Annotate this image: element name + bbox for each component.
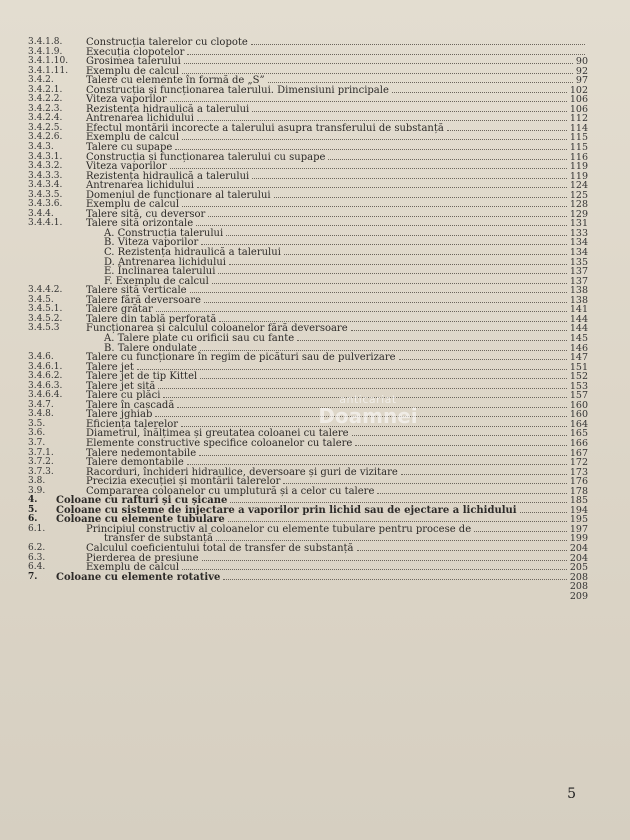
toc-trailing-page <box>28 582 588 592</box>
dot-leader <box>182 73 573 74</box>
toc-entry-title: Exemplu de calcul <box>86 199 180 211</box>
toc-entry-title: B. Talere ondulate <box>104 342 197 354</box>
toc-entry-number: 3.4.3.2. <box>28 161 63 172</box>
toc-entry-page: 209 <box>569 590 588 602</box>
dot-leader <box>182 139 567 140</box>
dot-leader <box>351 330 567 331</box>
toc-entry-title: Exemplu de calcul <box>86 562 180 574</box>
toc-entry-title: B. Viteza vaporilor <box>104 237 199 249</box>
toc-entry-number: 3.4.4.2. <box>28 285 63 296</box>
toc-entry-number: 3.8. <box>28 476 46 487</box>
toc-entry-number: 3.4.3.5. <box>28 189 63 200</box>
toc-entry-page: 151 <box>569 361 588 373</box>
dot-leader <box>216 540 567 541</box>
toc-entry-page: 205 <box>569 562 588 574</box>
toc-entry-title: Talere sită verticale <box>86 285 187 297</box>
toc-entry-number: 3.4.6.4. <box>28 390 63 401</box>
dot-leader <box>137 369 567 370</box>
dot-leader <box>182 206 567 207</box>
dot-leader <box>401 474 567 475</box>
toc-entry-page: 137 <box>569 266 588 278</box>
dot-leader <box>212 283 567 284</box>
toc-entry-page: 114 <box>569 122 588 134</box>
toc-entry-number: 6.2. <box>28 542 46 553</box>
toc-entry-title: Construcția și funcționarea talerului. Dimensiuni principale <box>86 84 389 96</box>
toc-entry-page: 160 <box>569 399 588 411</box>
dot-leader <box>201 244 567 245</box>
toc-entry-page: 195 <box>569 514 588 526</box>
toc-entry-page: 146 <box>569 342 588 354</box>
toc-entry-page: 106 <box>569 94 588 106</box>
toc-entry-number: 3.4.2.4. <box>28 113 63 124</box>
dot-leader <box>251 44 585 45</box>
toc-entry-number: 6.4. <box>28 562 46 573</box>
toc-entry-title: E. Înclinarea talerului <box>104 266 216 278</box>
toc-entry-page: 173 <box>569 466 588 478</box>
toc-entry-page: 167 <box>569 447 588 459</box>
dot-leader <box>226 235 567 236</box>
toc-entry-number: 3.4.5.1. <box>28 304 63 315</box>
dot-leader <box>352 435 567 436</box>
toc-entry-page: 106 <box>569 103 588 115</box>
toc-entry-page: 185 <box>569 495 588 507</box>
toc-entry-title: Compararea coloanelor cu umplutură și a celor cu talere <box>86 485 375 497</box>
toc-entry-title: Rezistența hidraulică a talerului <box>86 103 250 115</box>
toc-entry-title: Talere grătar <box>86 304 153 316</box>
toc-entry-title: Viteza vaporilor <box>86 161 167 173</box>
toc-entry-number: 3.4.6.3. <box>28 380 63 391</box>
toc-entry-title: Eficiența talerelor <box>86 418 179 430</box>
toc-entry-title: Diametrul, înălțimea și greutatea coloanei cu talere <box>86 428 349 440</box>
toc-entry-page: 90 <box>575 56 588 68</box>
toc-entry-title: Coloane cu rafturi și cu șicane <box>56 495 228 507</box>
toc-entry-page: 157 <box>569 390 588 402</box>
dot-leader <box>474 531 567 532</box>
toc-entry-page: 164 <box>569 418 588 430</box>
toc-entry-number: 3.4.1.11. <box>28 65 69 76</box>
toc-entry-number: 3.4.5.3 <box>28 323 60 334</box>
toc-entry-page: 124 <box>569 180 588 192</box>
dot-leader <box>170 101 567 102</box>
toc-entry-title: Domeniul de funcționare al talerului <box>86 189 271 201</box>
toc-entry-page: 160 <box>569 409 588 421</box>
toc-entry-title: Grosimea talerului <box>86 56 181 68</box>
toc-entry-number: 6.1. <box>28 523 46 534</box>
dot-leader <box>184 63 573 64</box>
toc-entry-number: 3.7. <box>28 437 46 448</box>
toc-entry-page: 135 <box>569 256 588 268</box>
dot-leader <box>202 560 567 561</box>
toc-entry-title: Talere jghiab <box>86 409 153 421</box>
dot-leader <box>357 550 567 551</box>
watermark-logo <box>308 393 428 426</box>
toc-entry-number: 3.4.4. <box>28 208 54 219</box>
toc-entry-number: 3.4.2. <box>28 75 54 86</box>
page-number: 5 <box>567 786 576 802</box>
dot-leader <box>392 92 567 93</box>
toc-entry-number: 3.4.2.6. <box>28 132 63 143</box>
dot-leader <box>219 321 567 322</box>
toc-entry-page: 125 <box>569 189 588 201</box>
toc-entry-title: Talere cu plăci <box>86 390 161 402</box>
toc-entry-number: 3.4.2.5. <box>28 122 63 133</box>
toc-entry-title: Coloane cu sisteme de injectare a vaporilor prin lichid sau de ejectare a lichidului <box>56 504 517 516</box>
toc-entry-title: Antrenarea lichidului <box>86 180 194 192</box>
toc-entry-page: 115 <box>569 142 588 154</box>
toc-entry-title: Talere jet de tip Kittel <box>86 371 198 383</box>
toc-entry-number: 3.4.1.9. <box>28 46 63 57</box>
toc-entry-page: 208 <box>569 581 588 593</box>
dot-leader <box>187 54 585 55</box>
dot-leader <box>229 264 567 265</box>
toc-entry-page: 138 <box>569 285 588 297</box>
dot-leader <box>284 254 567 255</box>
toc-entry-number: 3.7.1. <box>28 447 54 458</box>
dot-leader <box>228 521 567 522</box>
toc-entry-page: 152 <box>569 371 588 383</box>
toc-entry-page: 138 <box>569 294 588 306</box>
dot-leader <box>399 359 567 360</box>
toc-entry-number: 3.4.1.8. <box>28 37 63 47</box>
toc-entry-title: Construcția și funcționarea talerului cu supape <box>86 151 326 163</box>
dot-leader <box>197 187 567 188</box>
toc-entry-page: 165 <box>569 428 588 440</box>
toc-entry-number: 3.7.2. <box>28 457 54 468</box>
toc-entry-page: 115 <box>569 132 588 144</box>
toc-entry-number: 6. <box>28 514 38 525</box>
dot-leader <box>199 455 567 456</box>
toc-entry-page: 137 <box>569 275 588 287</box>
toc-entry-page: 119 <box>569 161 588 173</box>
toc-entry-title: Execuția clopotelor <box>86 46 185 58</box>
toc-entry-page: 147 <box>569 352 588 364</box>
toc-entry-number: 3.4.6.2. <box>28 371 63 382</box>
toc-entry-title: Talere fără deversoare <box>86 294 201 306</box>
toc-entry-page: 129 <box>569 208 588 220</box>
toc-entry-number: 3.4.2.3. <box>28 103 63 114</box>
toc-entry-page: 208 <box>569 571 588 583</box>
toc-entry-title: Racorduri, închideri hidraulice, deversoare și guri de vizitare <box>86 466 398 478</box>
toc-entry-number: 4. <box>28 495 38 506</box>
toc-entry-title: Precizia execuției și montării talerelor <box>86 476 281 488</box>
toc-entry-number: 3.4.4.1. <box>28 218 63 229</box>
dot-leader <box>204 302 567 303</box>
toc-entry-page: 134 <box>569 247 588 259</box>
toc-entry-number: 3.4.8. <box>28 409 54 420</box>
toc-entry-page: 145 <box>569 332 588 344</box>
toc-trailing-page <box>28 592 588 602</box>
toc-entry-number: 3.4.6.1. <box>28 361 63 372</box>
dot-leader <box>223 579 567 580</box>
toc-entry-page: 172 <box>569 457 588 469</box>
toc-entry-title: Talere din tablă perforată <box>86 313 217 325</box>
dot-leader <box>355 445 567 446</box>
toc-entry-title: Talere sită, cu deversor <box>86 208 206 220</box>
toc-entry-number: 3.4.1.10. <box>28 56 69 67</box>
toc-entry-title: Exemplu de calcul <box>86 132 180 144</box>
dot-leader <box>200 350 567 351</box>
toc-entry-page: 166 <box>569 437 588 449</box>
dot-leader <box>328 159 567 160</box>
toc-entry-title: Viteza vaporilor <box>86 94 167 106</box>
toc-entry-page: 199 <box>569 533 588 545</box>
dot-leader <box>190 292 567 293</box>
toc-entry-number: 3.4.3.6. <box>28 199 63 210</box>
toc-entry-title: Funcționarea și calculul coloanelor fără deversoare <box>86 323 348 335</box>
toc-entry-page: 133 <box>569 227 588 239</box>
toc-entry-number: 3.4.6. <box>28 352 54 363</box>
toc-entry-number: 3.4.3.4. <box>28 180 63 191</box>
toc-entry-number: 3.4.7. <box>28 399 54 410</box>
dot-leader <box>230 502 567 503</box>
toc-entry-title: Talere în cascadă <box>86 399 175 411</box>
dot-leader <box>268 82 573 83</box>
toc-entry-page: 204 <box>569 542 588 554</box>
toc-entry-title: Rezistența hidraulică a talerului <box>86 170 250 182</box>
toc-entry-page: 119 <box>569 170 588 182</box>
toc-entry-page: 197 <box>569 523 588 535</box>
dot-leader <box>175 149 567 150</box>
toc-entry-title: Calculul coeficientului total de transfer de substanță <box>86 542 354 554</box>
toc-entry-number: 3.4.5. <box>28 294 54 305</box>
dot-leader <box>196 225 567 226</box>
toc-entry-page: 144 <box>569 313 588 325</box>
toc-entry-number: 3.4.3. <box>28 142 54 153</box>
dot-leader <box>218 273 567 274</box>
toc-entry-page: 134 <box>569 237 588 249</box>
toc-entry-page: 176 <box>569 476 588 488</box>
dot-leader <box>252 111 567 112</box>
toc-entry <box>28 573 588 583</box>
toc-entry-number: 3.4.3.3. <box>28 170 63 181</box>
toc-entry-title: transfer de substanță <box>104 533 213 545</box>
toc-entry-number: 3.4.5.2. <box>28 313 63 324</box>
toc-entry-title: D. Antrenarea lichidului <box>104 256 226 268</box>
dot-leader <box>158 388 567 389</box>
toc-entry-title: F. Exemplu de calcul <box>104 275 209 287</box>
dot-leader <box>182 569 567 570</box>
toc-entry-number: 3.9. <box>28 485 46 496</box>
toc-entry-title: Talere cu elemente în formă de „S” <box>86 75 265 87</box>
toc-entry-title: Talere demontabile <box>86 457 184 469</box>
toc-entry-page: 194 <box>569 504 588 516</box>
toc-entry-page: 128 <box>569 199 588 211</box>
toc-entry-number: 3.7.3. <box>28 466 54 477</box>
toc-entry-page: 131 <box>569 218 588 230</box>
toc-entry-page: 153 <box>569 380 588 392</box>
dot-leader <box>187 464 567 465</box>
toc-entry-page: 97 <box>575 75 588 87</box>
dot-leader <box>200 378 567 379</box>
toc-entry-number: 3.4.2.1. <box>28 84 63 95</box>
toc-entry-title: Pierderea de presiune <box>86 552 199 564</box>
toc-entry-number: 3.6. <box>28 428 46 439</box>
toc-entry-number: 3.5. <box>28 418 46 429</box>
toc-entry-title: Talere jet <box>86 361 134 373</box>
toc-entry-title: Coloane cu elemente tubulare <box>56 514 225 526</box>
toc-entry-title: Talere cu funcționare în regim de picături sau de pulverizare <box>86 352 396 364</box>
dot-leader <box>274 197 567 198</box>
toc-entry-number: 6.3. <box>28 552 46 563</box>
toc-entry-page: 178 <box>569 485 588 497</box>
table-of-contents <box>28 38 588 601</box>
toc-entry-number: 7. <box>28 571 38 582</box>
toc-entry-title: Elemente constructive specifice coloanelor cu talere <box>86 437 353 449</box>
dot-leader <box>283 483 567 484</box>
dot-leader <box>520 512 567 513</box>
toc-entry-title: Antrenarea lichidului <box>86 113 194 125</box>
toc-entry-page: 102 <box>569 84 588 96</box>
dot-leader <box>208 216 567 217</box>
toc-entry-number: 3.4.2.2. <box>28 94 63 105</box>
toc-entry-title: Exemplu de calcul <box>86 65 180 77</box>
toc-entry-title: C. Rezistența hidraulică a talerului <box>104 247 281 259</box>
watermark-line1: anticariat <box>339 393 397 406</box>
toc-entry-title: Talere jet sită <box>86 380 156 392</box>
toc-entry-number: 5. <box>28 504 38 515</box>
watermark-line2: Doamnei <box>318 404 418 428</box>
toc-entry-page: 144 <box>569 323 588 335</box>
toc-entry-title: A. Construcția talerului <box>104 227 224 239</box>
toc-entry-page: 204 <box>569 552 588 564</box>
toc-entry-page: 141 <box>569 304 588 316</box>
toc-entry-number: 3.4.3.1. <box>28 151 63 162</box>
toc-entry-title: A. Talere plate cu orificii sau cu fante <box>104 332 295 344</box>
dot-leader <box>377 493 567 494</box>
toc-entry-page: 112 <box>569 113 588 125</box>
dot-leader <box>156 311 567 312</box>
toc-entry-title: Talere nedemontabile <box>86 447 197 459</box>
dot-leader <box>447 130 567 131</box>
toc-entry-title: Construcția talerelor cu clopote <box>86 37 248 48</box>
dot-leader <box>170 168 567 169</box>
dot-leader <box>197 120 567 121</box>
toc-entry-page: 116 <box>569 151 588 163</box>
toc-entry-title: Talere cu supape <box>86 142 173 154</box>
toc-entry-title: Efectul montării incorecte a talerului asupra transferului de substanță <box>86 122 444 134</box>
toc-entry-page: 92 <box>575 65 588 77</box>
dot-leader <box>297 340 567 341</box>
dot-leader <box>252 178 567 179</box>
toc-entry-title: Principiul constructiv al coloanelor cu elemente tubulare pentru procese de <box>86 523 472 535</box>
toc-entry-title: Coloane cu elemente rotative <box>56 571 221 583</box>
toc-entry-title: Talere sită orizontale <box>86 218 194 230</box>
